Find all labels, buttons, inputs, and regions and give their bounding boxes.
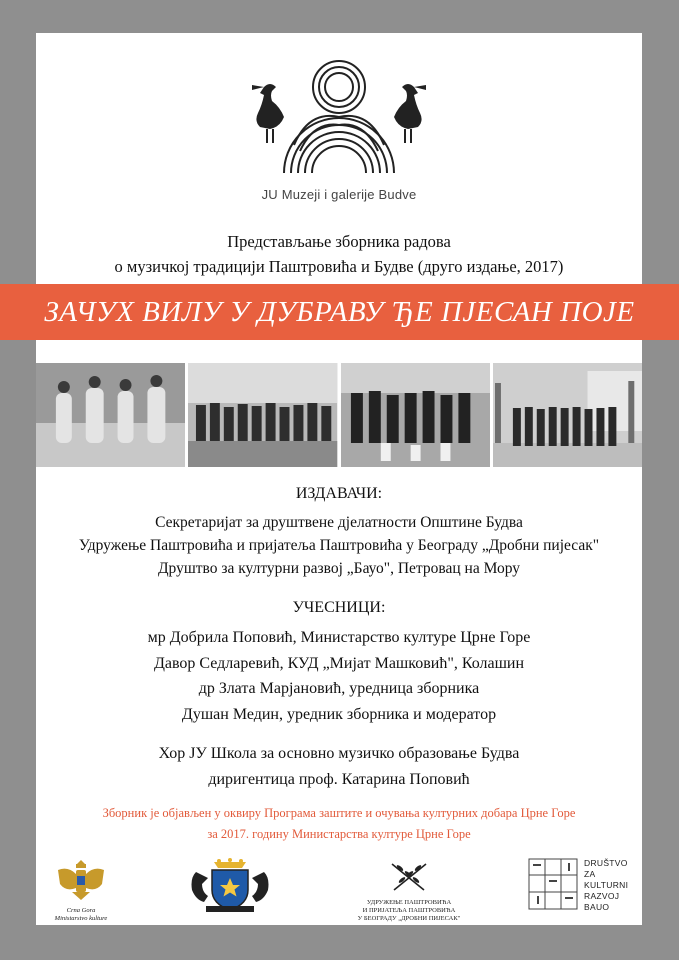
choir-section bbox=[36, 741, 642, 793]
participants-section bbox=[36, 599, 642, 727]
archive-photo-dancers bbox=[36, 363, 185, 467]
publishers-section bbox=[36, 485, 642, 580]
olive-branch-icon bbox=[354, 860, 464, 894]
bauo-caption-line: ZA bbox=[584, 869, 596, 879]
association-caption bbox=[354, 899, 464, 923]
publisher-line: Друштво за културни развој „Бауо", Петровац на Мору bbox=[157, 560, 521, 577]
poster bbox=[36, 33, 642, 925]
budva-caption: БУДВА bbox=[222, 914, 238, 919]
museum-header bbox=[36, 55, 642, 202]
funding-note-line-1: Зборник је објављен у оквиру Програма заштите и очувања културних добара Црне Горе bbox=[102, 806, 576, 820]
archive-photo-choir-costumes bbox=[493, 363, 642, 467]
publishers-title: ИЗДАВАЧИ: bbox=[295, 485, 383, 502]
bauo-grid-logo-icon bbox=[528, 858, 578, 910]
participants-title: УЧЕСНИЦИ: bbox=[292, 599, 386, 616]
publisher-line: Удружење Паштровића и пријатеља Паштровића у Београду „Дробни пијесак" bbox=[78, 537, 600, 554]
association-caption-line-1: УДРУЖЕЊЕ ПАШТРОВИЋА bbox=[366, 899, 452, 906]
bauo-logo bbox=[528, 858, 638, 913]
archive-photo-musicians bbox=[341, 363, 490, 467]
intro-text bbox=[36, 229, 642, 279]
association-logo bbox=[354, 860, 464, 923]
association-caption-line-2: И ПРИЈАТЕЉА ПАШТРОВИЋА bbox=[362, 907, 456, 914]
ministry-caption-line-1: Crna Gora bbox=[66, 907, 96, 914]
montenegro-coat-of-arms-icon bbox=[50, 856, 112, 902]
archive-photo-group-outdoors bbox=[188, 363, 337, 467]
ministry-caption-line-2: Ministarstvo kulture bbox=[54, 915, 108, 922]
intro-line-2: о музичкој традицији Паштровића и Будве (друго издање, 2017) bbox=[114, 257, 564, 276]
ministry-logo bbox=[50, 856, 112, 923]
bauo-caption-line: RAZVOJ bbox=[584, 891, 620, 901]
funding-note-line-2: за 2017. годину Министарства културе Црне Горе bbox=[207, 827, 471, 841]
publisher-line: Секретаријат за друштвене дјелатности Општине Будва bbox=[155, 514, 523, 531]
title-banner bbox=[0, 284, 679, 340]
association-caption-line-3: У БЕОГРАДУ „ДРОБНИ ПИЈЕСАК" bbox=[357, 915, 461, 922]
photo-strip bbox=[36, 363, 642, 467]
museum-name: JU Muzeji i galerije Budve bbox=[261, 187, 417, 202]
ministry-caption bbox=[50, 907, 112, 923]
museum-logo-icon bbox=[234, 55, 444, 185]
intro-line-1: Представљање зборника радова bbox=[227, 232, 451, 251]
bauo-caption bbox=[584, 858, 628, 913]
sponsor-logos bbox=[36, 856, 642, 922]
bauo-caption-line: BAUO bbox=[584, 902, 610, 912]
participant-line: мр Добрила Поповић, Министарство културе Црне Горе bbox=[147, 629, 531, 646]
funding-note bbox=[36, 803, 642, 845]
budva-coat-of-arms-icon bbox=[184, 858, 276, 914]
bauo-caption-line: KULTURNI bbox=[584, 880, 629, 890]
participant-line: Давор Седларевић, КУД „Мијат Машковић", Колашин bbox=[153, 654, 525, 672]
event-title: ЗАЧУХ ВИЛУ У ДУБРАВУ ЂЕ ПЈЕСАН ПОЈЕ bbox=[44, 295, 635, 328]
budva-logo bbox=[184, 858, 276, 921]
participant-line: Душан Медин, уредник зборника и модератор bbox=[181, 705, 497, 723]
choir-line: диригентица проф. Катарина Поповић bbox=[208, 771, 470, 788]
bauo-caption-line: DRUŠTVO bbox=[584, 858, 628, 868]
choir-line: Хор ЈУ Школа за основно музичко образовање Будва bbox=[158, 745, 520, 762]
participant-line: др Злата Марјановић, уредница зборника bbox=[198, 680, 480, 697]
